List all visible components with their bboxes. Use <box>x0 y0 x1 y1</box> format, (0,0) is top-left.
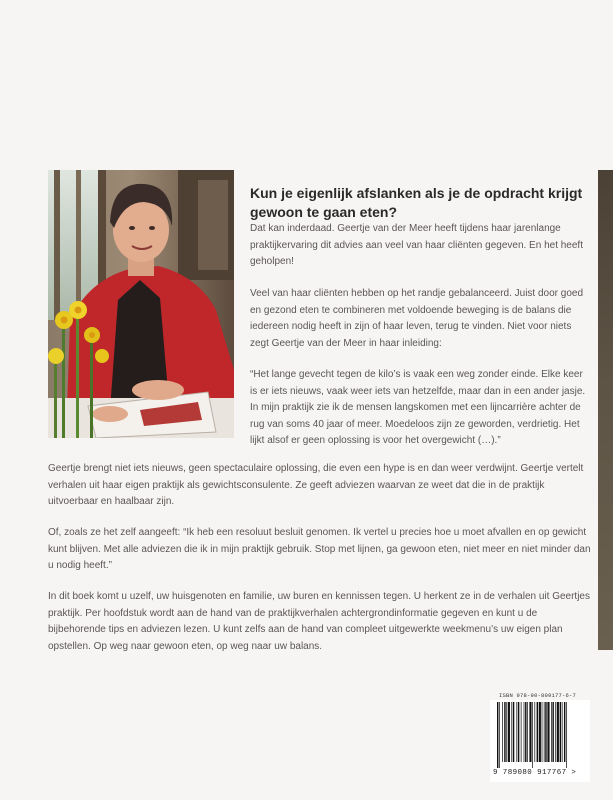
isbn-label: ISBN 978-90-809177-6-7 <box>499 692 577 699</box>
barcode-bar <box>521 702 522 762</box>
barcode-bar <box>555 702 556 762</box>
back-cover-photo-strip <box>598 170 613 650</box>
barcode-bar <box>504 702 505 762</box>
barcode-bar <box>547 702 549 762</box>
barcode-bar <box>557 702 559 762</box>
barcode-bar <box>527 702 528 762</box>
barcode-bar <box>544 702 545 762</box>
barcode-bar <box>508 702 510 762</box>
barcode-bar <box>497 702 498 768</box>
barcode-bar <box>518 702 519 762</box>
barcode-bars <box>496 702 586 768</box>
barcode-bar <box>524 702 525 762</box>
barcode-bar <box>529 702 531 762</box>
barcode-bar <box>499 702 500 768</box>
barcode-bar <box>566 702 567 768</box>
barcode-bar <box>562 702 563 762</box>
barcode-bar <box>502 702 503 762</box>
book-contents-paragraph: In dit boek komt u uzelf, uw huisgenoten en familie, uw buren en kennissen tegen. U herkent ze in de verhalen uit Geertjes praktijk. Per hoofdstuk wordt aan de hand van de praktijkverhalen achtergrondinformatie gegeven en kunt u de bijbehorende tips en adviezen lezen. U kunt zelfs aan de hand van compleet uitgewerkte weekmenu’s uw eigen plan opstellen. Op weg naar gewoon eten, op weg naar uw balans. <box>48 591 590 652</box>
balance-paragraph: Veel van haar cliënten hebben op het randje gebalanceerd. Juist door goed en gezond eten te combineren met voldoende beweging is de balans die iedereen nodig heeft in zijn of haar leven, terug te vinden. Niet voor niets zegt Geertje van der Meer in haar inleiding: <box>250 288 584 349</box>
back-cover-heading: Kun je eigenlijk afslanken als je de opdracht krijgt gewoon te gaan eten? <box>250 185 583 220</box>
barcode <box>490 700 590 782</box>
resolution-quote-paragraph: Of, zoals ze het zelf aangeeft: “Ik heb een resoluut besluit genomen. Ik vertel u precies hoe u moet afvallen en op gewicht kunt blijven. Met alle adviezen die ik in mijn praktijk gebruik. Stop met lijnen, ga gewoon eten, niet meer en niet minder dan u nodig heeft.” <box>48 527 591 571</box>
barcode-bar <box>506 702 507 762</box>
barcode-digits: 9 789080 917767 > <box>493 769 577 777</box>
barcode-bar <box>552 702 553 762</box>
barcode-bar <box>560 702 561 762</box>
barcode-bar <box>545 702 546 762</box>
barcode-bar <box>516 702 517 762</box>
barcode-bar <box>513 702 514 762</box>
barcode-bar <box>551 702 552 762</box>
barcode-bar <box>532 702 533 768</box>
barcode-bar <box>525 702 526 762</box>
barcode-bar <box>537 702 538 762</box>
author-photo <box>48 170 234 438</box>
barcode-bar <box>542 702 543 762</box>
author-quote: “Het lange gevecht tegen de kilo’s is vaak een weg zonder einde. Elke keer is er iets nieuws, vaak weer iets van hetzelfde, maar dan in een ander jasje. In mijn praktijk zie ik de mensen langskomen met een lijncarrière achter de rug van soms 40 jaar of meer. Moedeloos zijn ze geworden, verdrietig. Het lijkt alsof er geen oplossing is voor het overgewicht (…).” <box>250 369 586 446</box>
approach-paragraph: Geertje brengt niet iets nieuws, geen spectaculaire oplossing, die even een hype is en dan weer verdwijnt. Geertje vertelt verhalen uit haar eigen praktijk als gewichtsconsulente. Ze geeft adviezen waarvan ze weet dat die in de praktijk uitvoerbaar en haalbaar zijn. <box>48 463 584 507</box>
barcode-bar <box>564 702 565 762</box>
barcode-bar <box>511 702 512 762</box>
barcode-bar <box>539 702 541 762</box>
barcode-bar <box>534 702 535 762</box>
intro-paragraph: Dat kan inderdaad. Geertje van der Meer heeft tijdens haar jarenlange praktijkervaring dit advies aan veel van haar cliënten gegeven. En het heeft geholpen! <box>250 223 583 267</box>
author-photo-illustration <box>48 170 234 438</box>
